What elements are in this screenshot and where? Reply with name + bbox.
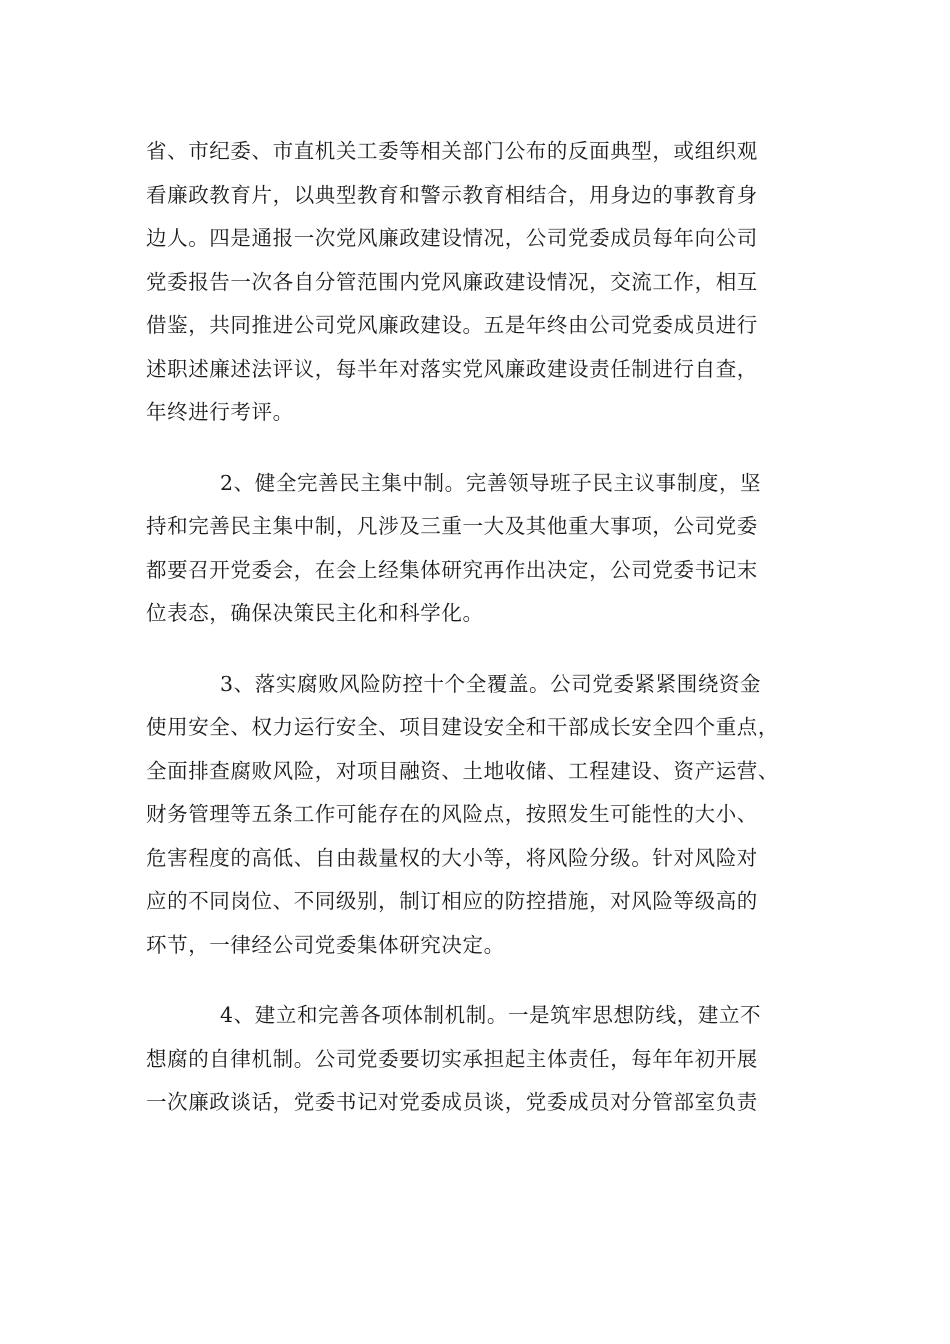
text-line: 3、落实腐败风险防控十个全覆盖。公司党委紧紧围绕资金: [220, 671, 762, 696]
text-line: 环节，一律经公司党委集体研究决定。: [146, 932, 505, 957]
text-line: 都要召开党委会，在会上经集体研究再作出决定，公司党委书记末: [146, 557, 758, 582]
paragraph-3: [146, 663, 826, 968]
paragraph-spacer: [146, 967, 826, 994]
paragraph-spacer: [146, 435, 826, 462]
text-line: 使用安全、权力运行安全、项目建设安全和干部成长安全四个重点，: [146, 715, 779, 739]
text-line: 边人。四是通报一次党风廉政建设情况，公司党委成员每年向公司: [146, 226, 758, 250]
text-line: 年终进行考评。: [146, 400, 294, 424]
text-line: 省、市纪委、市直机关工委等相关部门公布的反面典型，或组织观: [146, 139, 758, 163]
document-body: [146, 130, 826, 1125]
text-line: 危害程度的高低、自由裁量权的大小等，将风险分级。针对风险对: [146, 845, 758, 870]
text-line: 财务管理等五条工作可能存在的风险点，按照发生可能性的大小、: [146, 802, 758, 826]
text-line: 全面排查腐败风险，对项目融资、土地收储、工程建设、资产运营、: [146, 758, 779, 783]
text-line: 想腐的自律机制。公司党委要切实承担起主体责任，每年年初开展: [146, 1046, 758, 1071]
text-line: 2、健全完善民主集中制。完善领导班子民主议事制度，坚: [220, 470, 762, 495]
text-line: 一次廉政谈话，党委书记对党委成员谈，党委成员对分管部室负责: [146, 1090, 758, 1114]
text-line: 党委报告一次各自分管范围内党风廉政建设情况，交流工作，相互: [146, 269, 758, 294]
paragraph-4: [146, 994, 826, 1125]
text-line: 持和完善民主集中制，凡涉及三重一大及其他重大事项，公司党委: [146, 514, 758, 538]
paragraph-2: [146, 462, 826, 636]
paragraph-spacer: [146, 636, 826, 663]
text-line: 应的不同岗位、不同级别，制订相应的防控措施，对风险等级高的: [146, 889, 758, 913]
text-line: 位表态，确保决策民主化和科学化。: [146, 601, 484, 625]
text-line: 看廉政教育片，以典型教育和警示教育相结合，用身边的事教育身: [146, 182, 758, 207]
text-line: 借鉴，共同推进公司党风廉政建设。五是年终由公司党委成员进行: [146, 313, 758, 337]
text-line: 述职述廉述法评议，每半年对落实党风廉政建设责任制进行自查，: [146, 356, 758, 381]
text-line: 4、建立和完善各项体制机制。一是筑牢思想防线，建立不: [220, 1003, 762, 1027]
paragraph-1: [146, 130, 826, 435]
